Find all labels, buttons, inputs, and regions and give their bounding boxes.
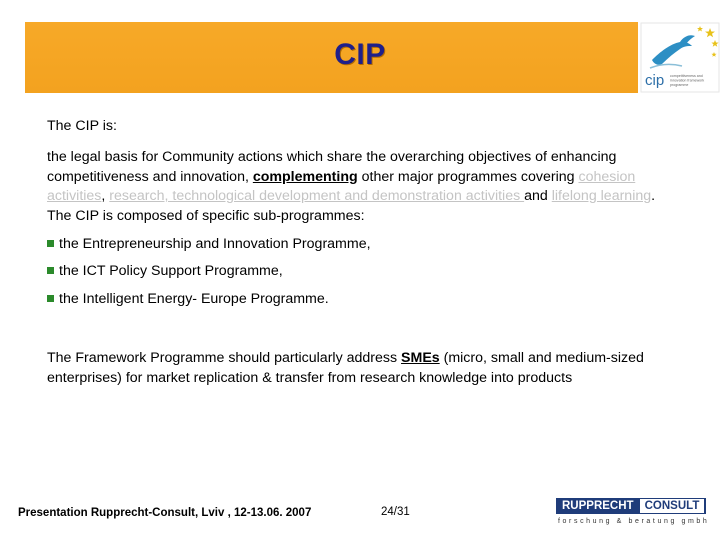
logo-word-rupprecht: RUPPRECHT (562, 500, 634, 512)
complementing-link[interactable]: complementing (252, 168, 358, 185)
svg-text:cip: cip (645, 72, 665, 89)
rupprecht-consult-logo (556, 498, 710, 532)
para2-text-1: The Framework Programme should particularly address (47, 350, 402, 366)
logo-tagline: forschung & beratung gmbh (558, 518, 710, 525)
para1-text-5: . The CIP is composed of specific sub-programmes: (47, 188, 656, 224)
square-bullet-icon (47, 240, 54, 247)
page-number: 24/31 (381, 506, 410, 518)
svg-text:competitiveness andinnovation: competitiveness and innovation framework programme (670, 74, 705, 87)
cip-logo (640, 22, 720, 93)
bullet-text: the Entrepreneurship and Innovation Programme, (59, 236, 371, 252)
sme-paragraph (47, 349, 667, 388)
para1-text-3: , (101, 188, 110, 204)
smes-link[interactable]: SMEs (401, 350, 440, 366)
square-bullet-icon (47, 267, 54, 274)
intro-label: The CIP is: (47, 118, 117, 134)
logo-banner (556, 498, 706, 514)
footer-presentation-info: Presentation Rupprecht-Consult, Lviv , 12-13.06. 2007 (18, 507, 312, 519)
cip-definition-paragraph (47, 148, 667, 226)
para2-text-2: (micro, small and medium-sized enterprises) for market replication & transfer from research knowledge into products (47, 350, 644, 386)
research-link[interactable]: research, technological development and demonstration activities (109, 188, 525, 204)
cohesion-activities-link[interactable]: cohesion activities (47, 168, 636, 204)
bullet-text: the ICT Policy Support Programme, (59, 263, 283, 279)
bullet-item (47, 262, 283, 281)
slide-title: CIP (334, 38, 386, 71)
bullet-text: the Intelligent Energy- Europe Programme. (59, 291, 329, 307)
bullet-item (47, 235, 371, 254)
lifelong-learning-link[interactable]: lifelong learning (551, 188, 652, 204)
para1-text-2: other major programmes covering (357, 168, 579, 185)
para1-text-1: the legal basis for Community actions which share the overarching objectives of enhancing competitiveness and innovation, (47, 149, 617, 185)
bullet-item (47, 290, 329, 309)
logo-word-consult: CONSULT (640, 499, 704, 513)
para1-text-4: and (524, 188, 552, 204)
square-bullet-icon (47, 295, 54, 302)
